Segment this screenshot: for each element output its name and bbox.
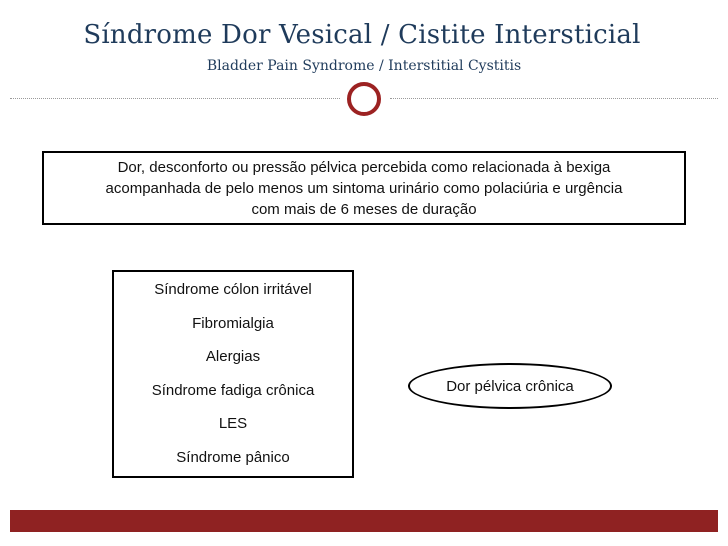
slide-title-text: Síndrome Dor Vesical / Cistite Intersticial xyxy=(83,20,641,50)
circle-ornament-icon xyxy=(347,82,381,116)
condition-item: Síndrome pânico xyxy=(176,449,290,466)
chronic-pelvic-pain-label: Dor pélvica crônica xyxy=(446,377,574,395)
definition-line-2: acompanhada de pelo menos um sintoma urinário como polaciúria e urgência xyxy=(105,180,623,197)
divider-right xyxy=(390,98,718,99)
footer-bar xyxy=(10,510,718,532)
definition-box xyxy=(42,151,686,225)
condition-item: Síndrome cólon irritável xyxy=(154,281,312,298)
condition-item: Alergias xyxy=(205,348,261,365)
condition-item: Fibromialgia xyxy=(192,315,274,332)
definition-line-1: Dor, desconforto ou pressão pélvica percebida como relacionada à bexiga xyxy=(117,159,611,176)
condition-item: LES xyxy=(218,415,248,432)
condition-item: Síndrome fadiga crônica xyxy=(151,382,315,399)
slide-subtitle: Bladder Pain Syndrome / Interstitial Cystitis xyxy=(206,58,522,74)
definition-line-3: com mais de 6 meses de duração xyxy=(251,201,477,218)
slide-title xyxy=(0,20,728,50)
chronic-pelvic-pain-ellipse xyxy=(408,363,612,409)
associated-conditions-box xyxy=(112,270,354,478)
divider-left xyxy=(10,98,340,99)
